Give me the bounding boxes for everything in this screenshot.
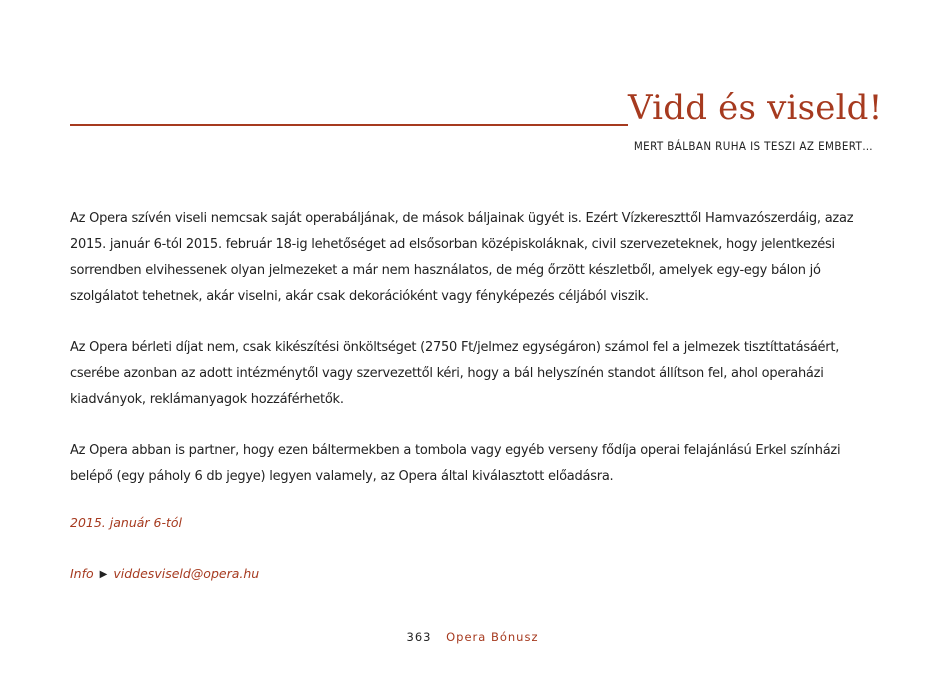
paragraph-3: Az Opera abban is partner, hogy ezen báltermekben a tombola vagy egyéb verseny fődíja operai felajánlású Erkel színházi belépő (egy páholy 6 db jegye) legyen valamely, az Opera által kiválasztott előadásra.: [70, 443, 841, 484]
page-footer: [0, 628, 945, 646]
page-subtitle: MERT BÁLBAN RUHA IS TESZI AZ EMBERT…: [633, 139, 873, 153]
page-number: 363: [406, 630, 432, 644]
info-line: [70, 563, 259, 587]
article-body: [70, 206, 870, 515]
paragraph-2: Az Opera bérleti díjat nem, csak kikészítési önköltséget (2750 Ft/jelmez egységáron) számol fel a jelmezek tisztíttatásáért, cserébe azonban az adott intézménytől vagy szervezettől kéri, hogy a bál helyszínén standot állítson fel, ahol operaházi kiadványok, reklámanyagok hozzáférhetők.: [70, 340, 840, 407]
paragraph-1: Az Opera szívén viseli nemcsak saját operabáljának, de mások báljainak ügyét is. Ezért Vízkereszttől Hamvazószerdáig, azaz 2015. január 6-tól 2015. február 18-ig lehetőséget ad elsősorban középiskoláknak, civil szervezeteknek, hogy jelentkezési sorrendben elvihessenek olyan jelmezeket a már nem használatos, de még őrzött készletből, amelyek egy-egy bálon jó szolgálatot tehetnek, akár viselni, akár csak dekorációként vagy fényképezés céljából viszik.: [70, 211, 854, 304]
page-title: Vidd és viseld!: [628, 88, 883, 128]
info-email-link[interactable]: viddesviseld@opera.hu: [113, 566, 260, 581]
info-label: Info: [70, 566, 94, 581]
section-name: Opera Bónusz: [446, 630, 539, 644]
title-rule: [70, 124, 628, 126]
play-arrow-icon: ▶: [99, 569, 108, 580]
date-note: 2015. január 6-tól: [70, 515, 182, 530]
